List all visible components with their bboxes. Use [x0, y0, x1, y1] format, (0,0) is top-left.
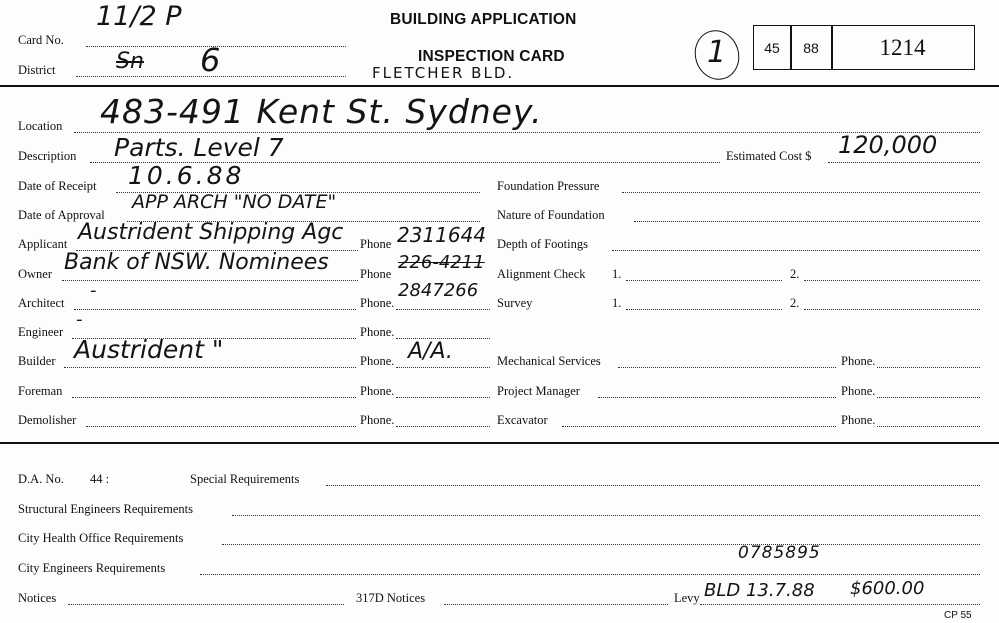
- applicant-label: Applicant: [18, 237, 68, 251]
- description-label: Description: [18, 149, 77, 163]
- card-no-value: 11/2 P: [96, 1, 182, 32]
- architect-line: [74, 309, 356, 310]
- builder-phone-line: [396, 367, 490, 368]
- footer-divider: [0, 442, 999, 444]
- title-inspection-card: INSPECTION CARD: [418, 48, 565, 65]
- nature-foundation-label: Nature of Foundation: [497, 208, 605, 222]
- builder-label: Builder: [18, 354, 56, 368]
- builder-value: Austrident ": [74, 335, 224, 364]
- mechanical-services-label: Mechanical Services: [497, 354, 601, 368]
- notices-line: [68, 604, 344, 605]
- engineer-label: Engineer: [18, 325, 64, 339]
- foreman-line: [72, 397, 356, 398]
- demolisher-label: Demolisher: [18, 413, 77, 427]
- depth-footings-line: [612, 250, 980, 251]
- mechanical-services-line: [618, 367, 836, 368]
- levy-amount: $600.00: [850, 578, 925, 599]
- health-requirements-label: City Health Office Requirements: [18, 531, 184, 545]
- levy-value: BLD 13.7.88: [704, 580, 815, 601]
- date-receipt-label: Date of Receipt: [18, 179, 97, 193]
- builder-line: [64, 367, 356, 368]
- code-cell-1: 45: [764, 39, 780, 56]
- header-divider: [0, 85, 999, 87]
- owner-value: Bank of NSW. Nominees: [64, 250, 329, 275]
- excavator-phone-line: [877, 426, 980, 427]
- alignment-check-num2: 2.: [790, 267, 800, 281]
- demolisher-line: [86, 426, 356, 427]
- architect-phone-value: 2847266: [398, 280, 479, 301]
- estimated-cost-line: [828, 162, 980, 163]
- form-code: CP 55: [944, 610, 972, 621]
- structural-requirements-line: [232, 515, 980, 516]
- notices-label: Notices: [18, 591, 57, 605]
- owner-phone-struck: 226-4211: [398, 252, 485, 273]
- mechanical-phone-label: Phone.: [841, 354, 876, 368]
- notices-317d-line: [444, 604, 668, 605]
- engineer-value: -: [76, 309, 83, 330]
- foundation-pressure-label: Foundation Pressure: [497, 179, 600, 193]
- survey-line-2: [804, 309, 980, 310]
- survey-num2: 2.: [790, 296, 800, 310]
- structural-requirements-label: Structural Engineers Requirements: [18, 502, 193, 516]
- district-value: 6: [200, 41, 221, 79]
- city-engineers-label: City Engineers Requirements: [18, 561, 166, 575]
- depth-footings-label: Depth of Footings: [497, 237, 588, 251]
- demolisher-phone-line: [396, 426, 490, 427]
- foreman-phone-label: Phone.: [360, 384, 395, 398]
- builder-phone-label: Phone.: [360, 354, 395, 368]
- notices-317d-label: 317D Notices: [356, 591, 426, 605]
- da-no-value: 44 :: [90, 472, 110, 486]
- card-no-label: Card No.: [18, 33, 64, 47]
- applicant-value: Austrident Shipping Agc: [78, 220, 344, 245]
- applicant-phone-value: 2311644: [397, 223, 487, 247]
- city-engineers-value: 0785895: [738, 543, 821, 563]
- alignment-check-line-2: [804, 280, 980, 281]
- code-cell-3: 1214: [879, 34, 926, 60]
- levy-line: [700, 604, 980, 605]
- engineer-phone-label: Phone.: [360, 325, 395, 339]
- date-approval-value: APP ARCH "NO DATE": [132, 191, 337, 213]
- architect-value: -: [90, 280, 97, 301]
- project-manager-label: Project Manager: [497, 384, 580, 398]
- owner-phone-label: Phone: [360, 267, 392, 281]
- location-value: 483-491 Kent St. Sydney.: [100, 92, 543, 131]
- estimated-cost-label: Estimated Cost $: [726, 149, 812, 163]
- special-requirements-label: Special Requirements: [190, 472, 300, 486]
- survey-label: Survey: [497, 296, 533, 310]
- district-struck-value: Sn: [116, 49, 144, 74]
- owner-label: Owner: [18, 267, 53, 281]
- excavator-label: Excavator: [497, 413, 548, 427]
- description-value: Parts. Level 7: [114, 133, 284, 162]
- district-label: District: [18, 63, 56, 77]
- mechanical-phone-line: [877, 367, 980, 368]
- special-requirements-line: [326, 485, 980, 486]
- location-label: Location: [18, 119, 63, 133]
- city-engineers-line: [200, 574, 980, 575]
- date-approval-label: Date of Approval: [18, 208, 105, 222]
- nature-foundation-line: [634, 221, 980, 222]
- alignment-check-line-1: [626, 280, 782, 281]
- levy-label: Levy: [674, 591, 700, 605]
- foreman-label: Foreman: [18, 384, 63, 398]
- title-building-application: BUILDING APPLICATION: [390, 11, 577, 28]
- excavator-line: [562, 426, 836, 427]
- estimated-cost-value: 120,000: [838, 131, 938, 159]
- builder-phone-value: A/A.: [408, 339, 453, 364]
- alignment-check-num1: 1.: [612, 267, 622, 281]
- architect-phone-label: Phone.: [360, 296, 395, 310]
- date-receipt-value: 10.6.88: [128, 161, 245, 190]
- foreman-phone-line: [396, 397, 490, 398]
- project-manager-line: [598, 397, 836, 398]
- project-manager-phone-label: Phone.: [841, 384, 876, 398]
- architect-label: Architect: [18, 296, 65, 310]
- survey-line-1: [626, 309, 782, 310]
- circled-number: 1: [707, 35, 727, 70]
- alignment-check-label: Alignment Check: [497, 267, 586, 281]
- code-box: [753, 25, 975, 70]
- demolisher-phone-label: Phone.: [360, 413, 395, 427]
- owner-line: [62, 280, 358, 281]
- excavator-phone-label: Phone.: [841, 413, 876, 427]
- applicant-phone-label: Phone: [360, 237, 392, 251]
- foundation-pressure-line: [622, 192, 980, 193]
- project-manager-phone-line: [877, 397, 980, 398]
- fletcher-bld-note: FLETCHER BLD.: [372, 64, 515, 82]
- code-cell-2: 88: [803, 39, 819, 56]
- da-no-label: D.A. No.: [18, 472, 64, 486]
- survey-num1: 1.: [612, 296, 622, 310]
- health-requirements-line: [222, 544, 980, 545]
- architect-phone-line: [396, 309, 490, 310]
